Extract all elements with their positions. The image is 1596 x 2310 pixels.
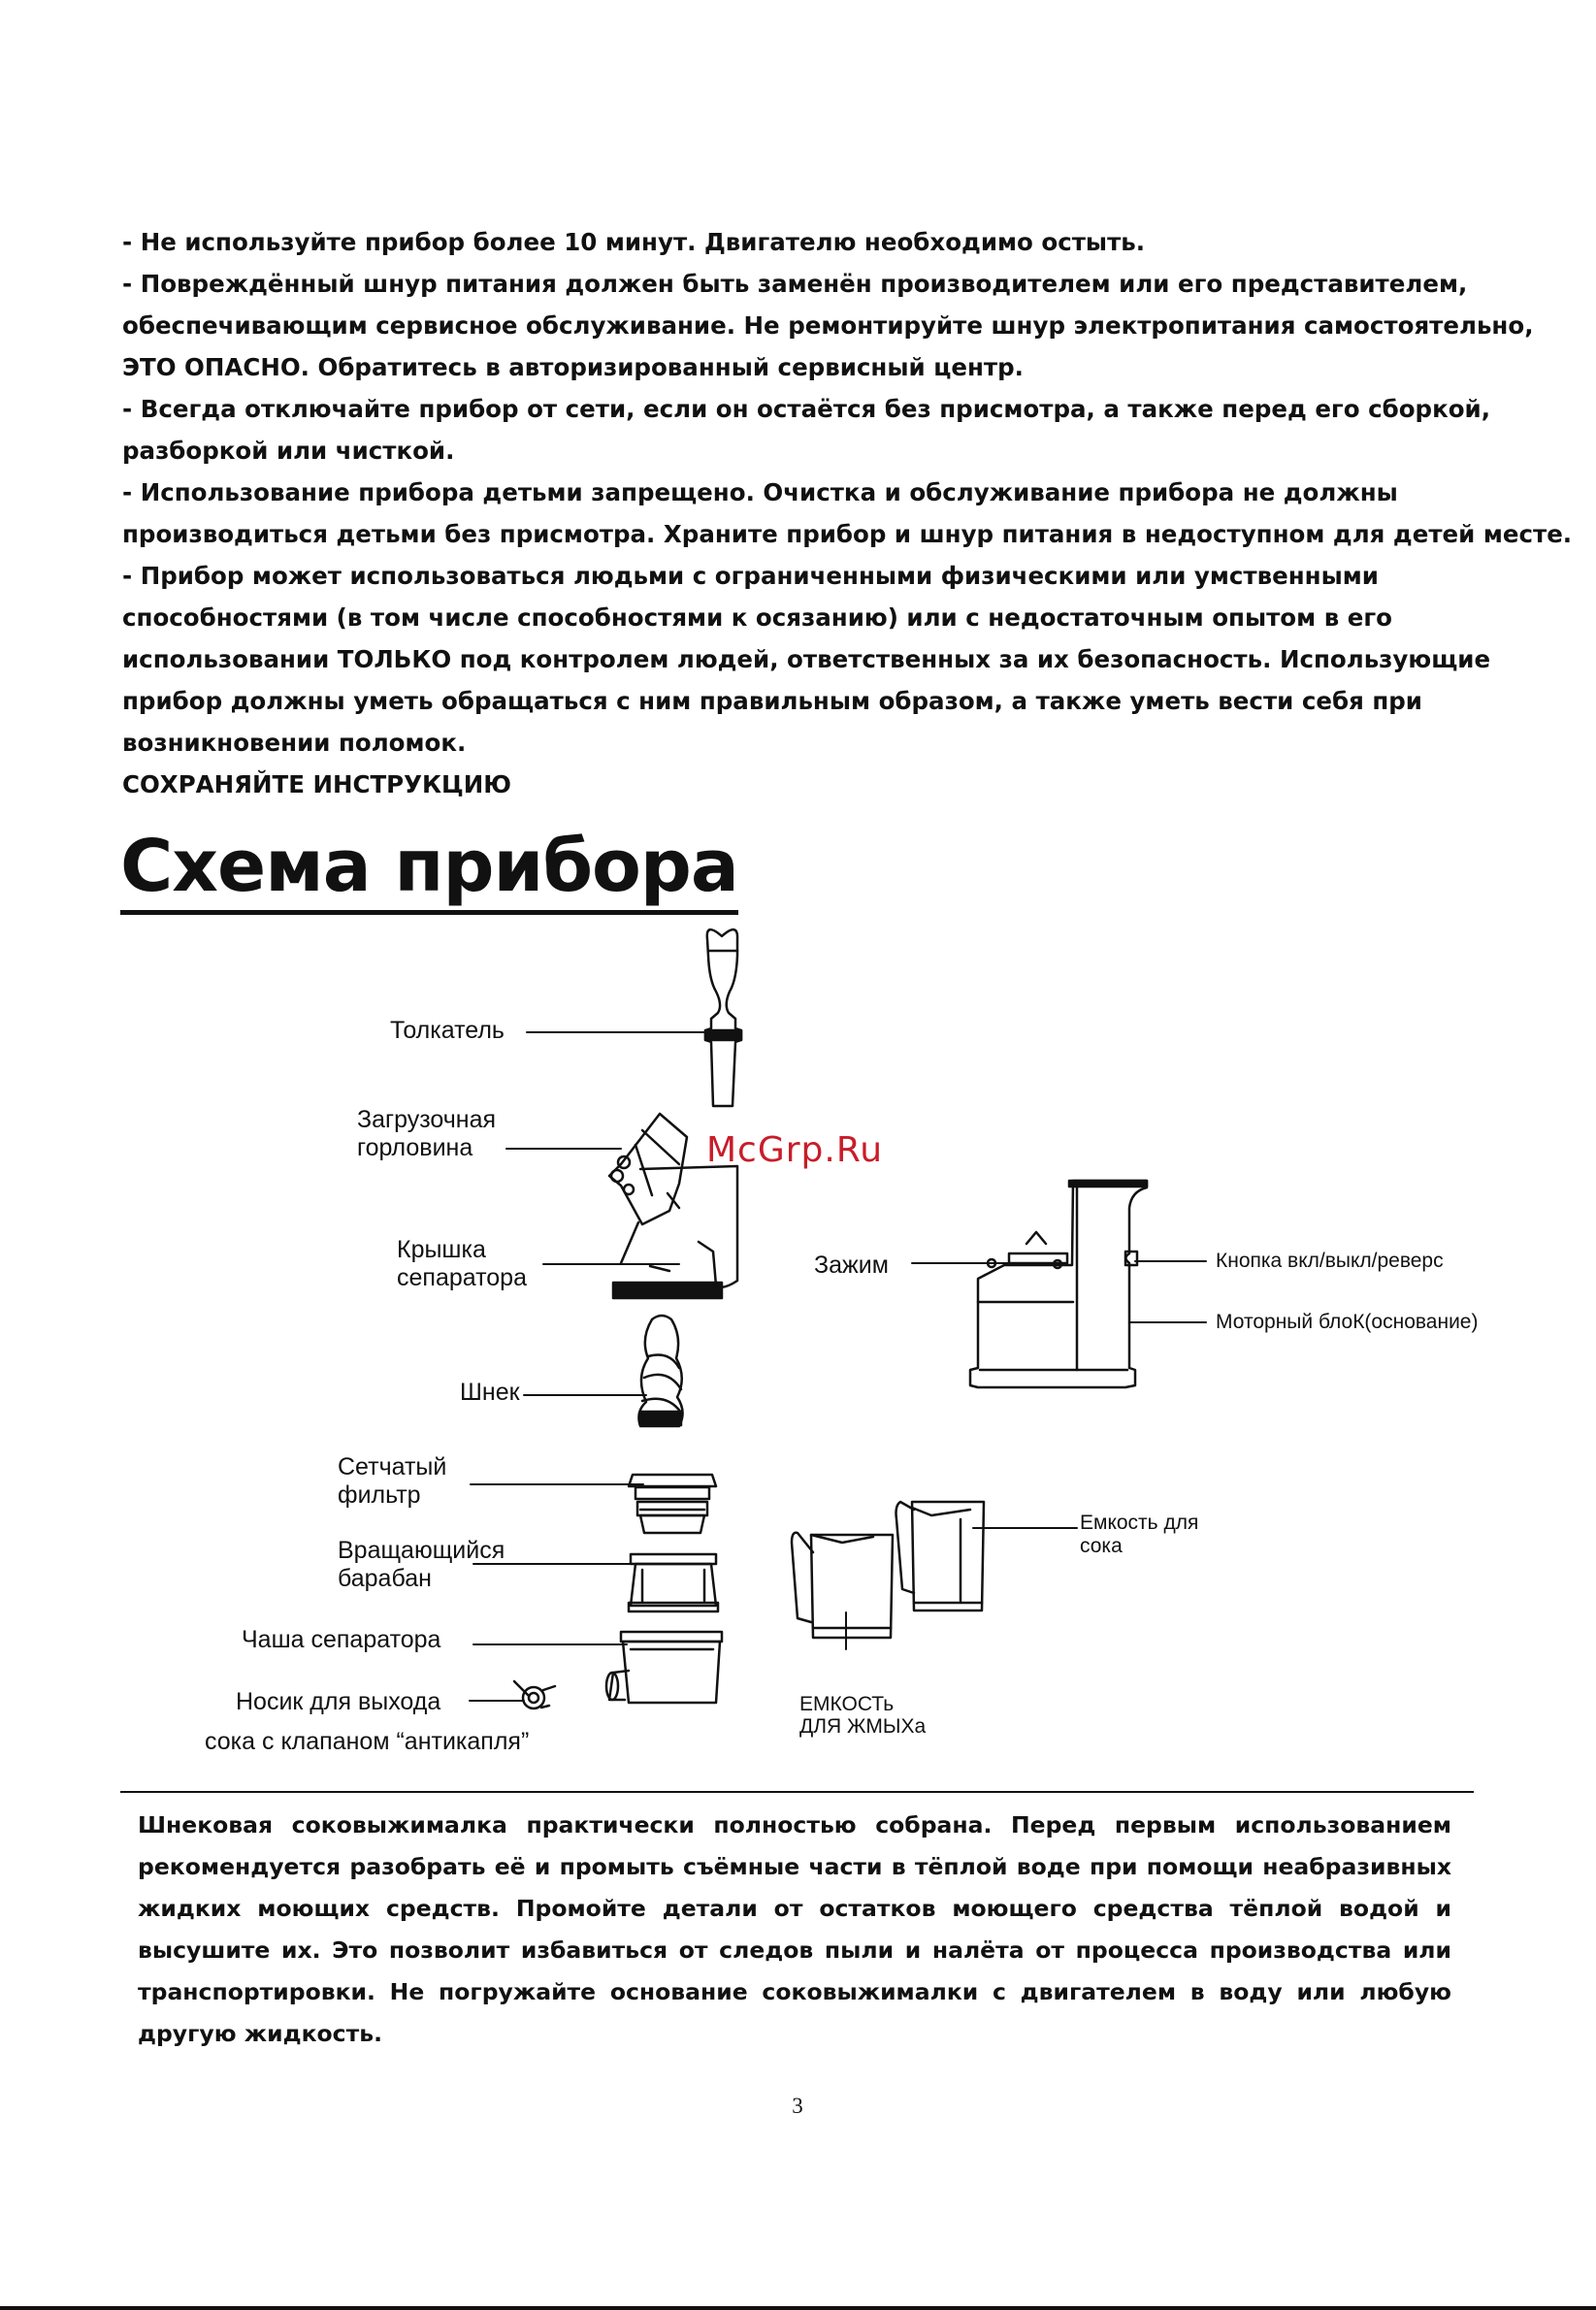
warning-line: прибор должны уметь обращаться с ним правильным образом, а также уметь вести себя при <box>122 687 1422 715</box>
label-spout: сока с клапаном “антикапля” <box>205 1728 530 1755</box>
watermark: McGrp.Ru <box>706 1130 884 1170</box>
warning-line: - Всегда отключайте прибор от сети, если он остаётся без присмотра, а также перед его сборкой, <box>122 395 1491 423</box>
warning-line: - Не используйте прибор более 10 минут. Двигателю необходимо остыть. <box>122 228 1146 256</box>
assembly-note: Шнековая соковыжималка практически полностью собрана. Перед первым использованием рекомендуется разобрать её и промыть съёмные части в тёплой воде при помощи неабразивных жидких моющих средств. Промойте детали от остатков моющего средства тёплой водой и высушите их. Это позволит избавиться от следов пыли и налёта от процесса производства или транспортировки. Не погружайте основание соковыжималки с двигателем в воду или любую другую жидкость. <box>138 1811 1451 2047</box>
label-power-button: Кнопка вкл/выкл/реверс <box>1216 1250 1444 1272</box>
label-rotating-drum: барабан <box>338 1565 432 1592</box>
section-divider <box>120 1791 1474 1793</box>
page-bottom-edge <box>0 2306 1596 2310</box>
warning-line: обеспечивающим сервисное обслуживание. Не ремонтируйте шнур электропитания самостоятельно, <box>122 311 1534 340</box>
label-mesh-filter: Сетчатый <box>338 1453 447 1480</box>
warning-line: способностями (в том числе способностями к осязанию) или с недостаточным опытом в его <box>122 603 1392 632</box>
page-number: 3 <box>792 2094 803 2118</box>
juice-container-drawing <box>896 1502 985 1610</box>
warning-line: - Повреждённый шнур питания должен быть заменён производителем или его представителем, <box>122 270 1468 298</box>
label-pulp-container: ЕМКОСТь <box>799 1693 895 1715</box>
label-clamp: Зажим <box>814 1252 889 1279</box>
rotating-drum-drawing <box>629 1554 718 1611</box>
section-title: Схема прибора <box>120 823 738 915</box>
label-juice-container: Емкость для <box>1080 1512 1199 1534</box>
spout-valve-drawing <box>514 1681 555 1708</box>
label-motor-base: Моторный блоК(основание) <box>1216 1311 1479 1333</box>
label-pusher: Толкатель <box>390 1017 505 1044</box>
label-auger: Шнек <box>460 1379 520 1406</box>
label-pulp-container: ДЛЯ ЖМЫХа <box>799 1715 927 1738</box>
pusher-drawing <box>705 929 741 1106</box>
warning-line: - Прибор может использоваться людьми с ограниченными физическими или умственными <box>122 562 1379 590</box>
separator-bowl-drawing <box>606 1632 722 1703</box>
pulp-container-drawing <box>792 1533 893 1638</box>
label-separator-lid: сепаратора <box>397 1264 527 1291</box>
warning-line: производиться детьми без присмотра. Храните прибор и шнур питания в недоступном для детей месте. <box>122 520 1573 548</box>
label-separator-bowl: Чаша сепаратора <box>242 1626 441 1653</box>
warning-line: возникновении поломок. <box>122 729 467 757</box>
label-juice-container: сока <box>1080 1535 1123 1557</box>
save-instructions-line: СОХРАНЯЙТЕ ИНСТРУКЦИЮ <box>122 770 512 798</box>
auger-drawing <box>638 1316 682 1426</box>
label-spout: Носик для выхода <box>236 1688 441 1715</box>
warning-line: - Использование прибора детьми запрещено. Очистка и обслуживание прибора не должны <box>122 478 1398 506</box>
label-feed-chute: горловина <box>357 1134 473 1161</box>
warning-line: разборкой или чисткой. <box>122 437 455 465</box>
label-feed-chute: Загрузочная <box>357 1106 497 1133</box>
label-mesh-filter: фильтр <box>338 1481 421 1509</box>
motor-base-drawing <box>970 1181 1147 1387</box>
warning-line: ЭТО ОПАСНО. Обратитесь в авторизированный сервисный центр. <box>122 353 1024 381</box>
warning-line: использовании ТОЛЬКО под контролем людей, ответственных за их безопасность. Использующие <box>122 645 1491 673</box>
label-separator-lid: Крышка <box>397 1236 486 1263</box>
label-rotating-drum: Вращающийся <box>338 1537 505 1564</box>
